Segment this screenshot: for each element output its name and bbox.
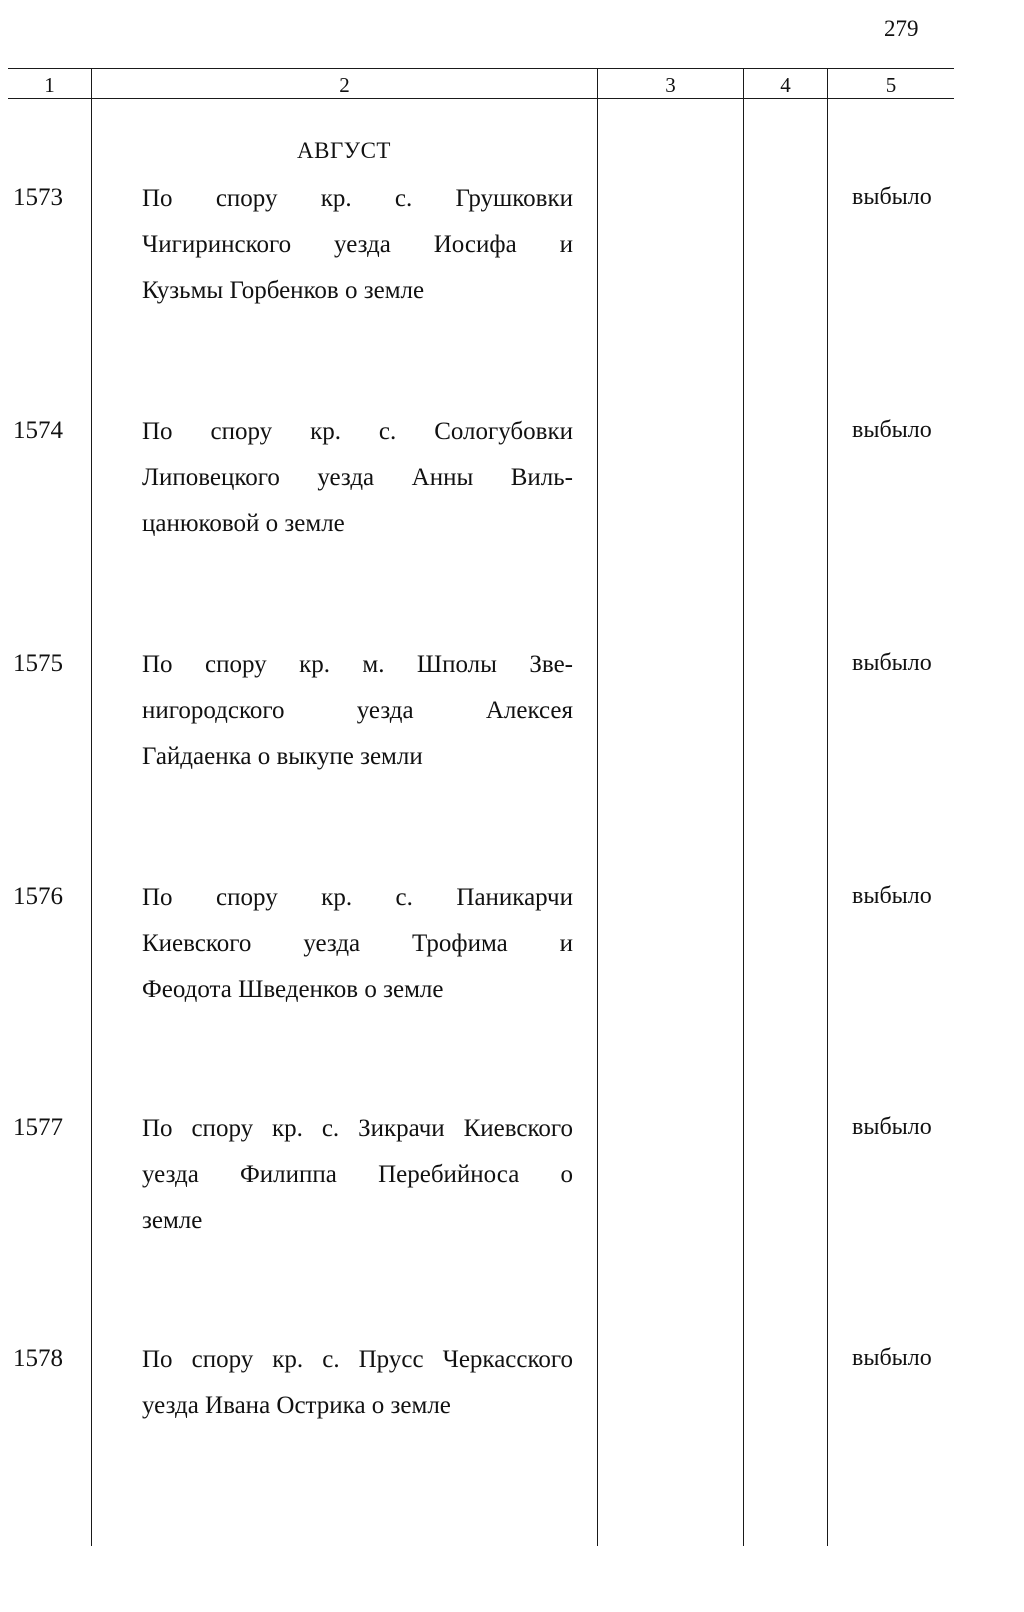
entry-number: 1573 [13, 184, 63, 211]
entry-description [142, 409, 573, 547]
column-divider-2 [597, 68, 598, 1546]
month-heading: АВГУСТ [297, 138, 391, 163]
entry-description-line: Киевского уезда Трофима и [142, 930, 573, 957]
entry-description-line: цанюковой о земле [142, 510, 345, 537]
entry-description [142, 875, 573, 1013]
entry-description-line: Феодота Шведенков о земле [142, 976, 444, 1003]
column-divider-3 [743, 68, 744, 1546]
entry-number: 1574 [13, 417, 63, 444]
table-top-rule [8, 68, 954, 69]
entry-status: выбыло [852, 417, 932, 443]
entry-number: 1577 [13, 1114, 63, 1141]
entry-description [142, 176, 573, 314]
entry-status: выбыло [852, 1114, 932, 1140]
entry-status: выбыло [852, 883, 932, 909]
column-divider-1 [91, 68, 92, 1546]
column-divider-4 [827, 68, 828, 1546]
column-header-2: 2 [339, 73, 350, 97]
entry-description-line: По спору кр. с. Грушковки [142, 185, 573, 212]
entry-status: выбыло [852, 1345, 932, 1371]
entry-description-line: По спору кр. с. Паникарчи [142, 884, 573, 911]
entry-description [142, 1106, 573, 1244]
column-header-4: 4 [780, 73, 791, 97]
entry-description-line: Кузьмы Горбенков о земле [142, 277, 425, 304]
entry-description [142, 642, 573, 780]
entry-description-line: По спору кр. с. Зикрачи Киевского [142, 1115, 573, 1142]
table-header-rule [8, 98, 954, 99]
entry-description-line: По спору кр. м. Шполы Зве- [142, 651, 573, 678]
entry-description-line: По спору кр. с. Сологубовки [142, 418, 573, 445]
entry-description-line: уезда Ивана Острика о земле [142, 1392, 451, 1419]
entry-description-line: нигородского уезда Алексея [142, 697, 573, 724]
entry-number: 1578 [13, 1345, 63, 1372]
entry-status: выбыло [852, 650, 932, 676]
entry-description-line: уезда Филиппа Перебийноса о [142, 1161, 573, 1188]
page-number: 279 [884, 16, 919, 41]
entry-description-line: Гайдаенка о выкупе земли [142, 743, 423, 770]
entry-description-line: По спору кр. с. Прусс Черкасского [142, 1346, 573, 1373]
column-header-5: 5 [885, 73, 897, 97]
entry-number: 1575 [13, 650, 63, 677]
entry-description-line: Липовецкого уезда Анны Виль- [142, 464, 573, 491]
entry-description-line: земле [142, 1207, 203, 1234]
entry-description [142, 1337, 573, 1429]
column-header-3: 3 [665, 73, 676, 97]
entry-status: выбыло [852, 184, 932, 210]
entry-number: 1576 [13, 883, 63, 910]
entry-description-line: Чигиринского уезда Иосифа и [142, 231, 573, 258]
column-header-1: 1 [44, 73, 55, 97]
